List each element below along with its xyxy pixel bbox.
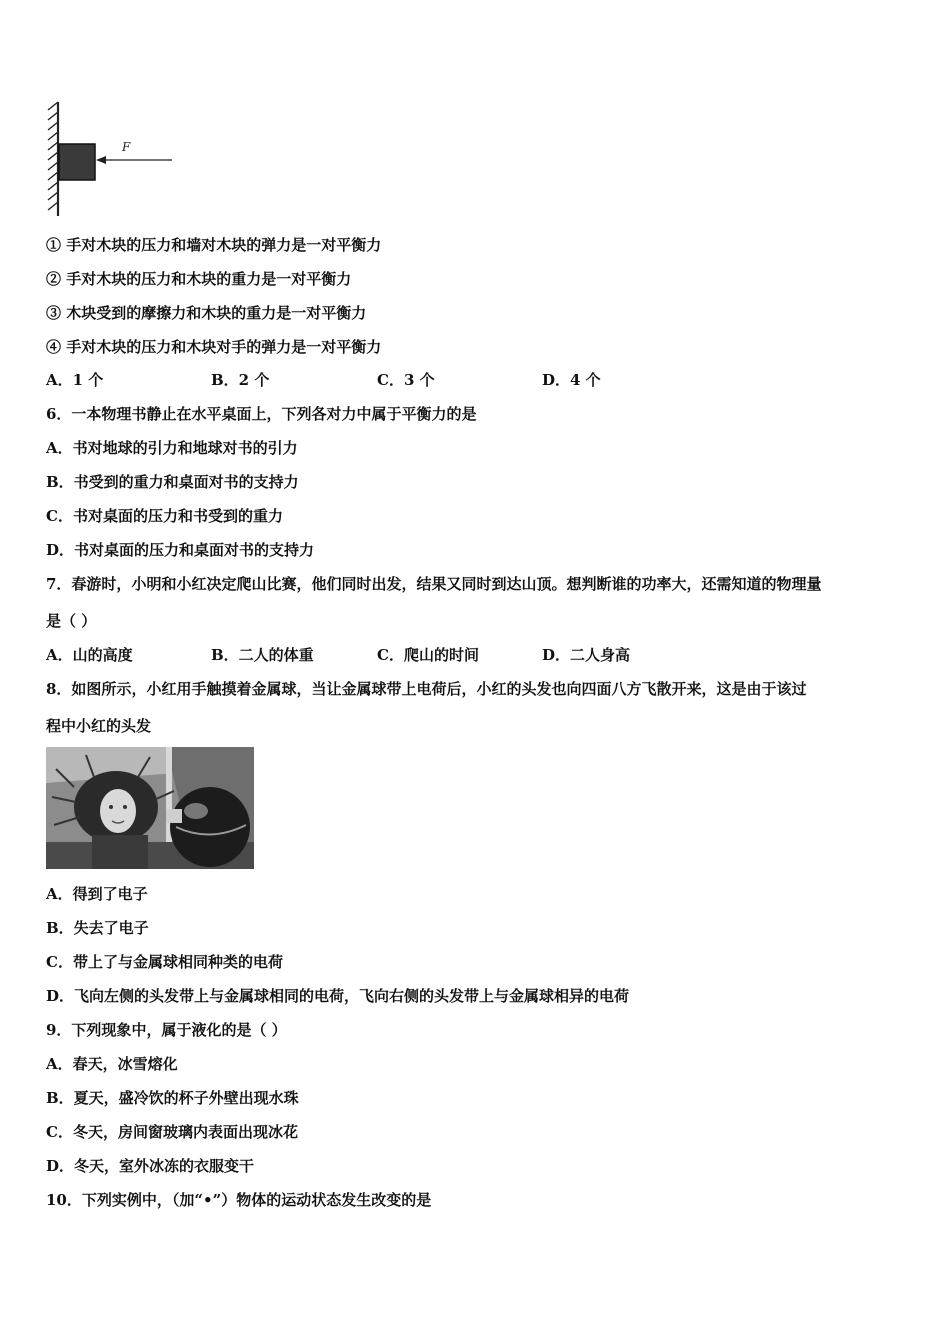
q9-option-a[interactable]: A．春天，冰雪熔化 xyxy=(46,1055,178,1073)
force-arrow-head xyxy=(96,156,106,164)
q8-option-d[interactable]: D．飞向左侧的头发带上与金属球相同的电荷，飞向右侧的头发带上与金属球相异的电荷 xyxy=(46,987,630,1005)
q8-option-a[interactable]: A．得到了电子 xyxy=(46,885,148,903)
force-label: F xyxy=(122,140,131,154)
q6-stem: 6．一本物理书静止在水平桌面上，下列各对力中属于平衡力的是 xyxy=(46,405,477,423)
q5-statement-3: ③ 木块受到的摩擦力和木块的重力是一对平衡力 xyxy=(46,304,367,322)
q7-stem-line1: 7．春游时，小明和小红决定爬山比赛，他们同时出发，结果又同时到达山顶。想判断谁的功率大，还需知道的物理量 xyxy=(46,575,822,593)
wooden-block xyxy=(59,144,95,180)
q5-option-a[interactable]: A．1 个 xyxy=(46,371,104,389)
q6-option-d[interactable]: D．书对桌面的压力和桌面对书的支持力 xyxy=(46,541,315,559)
q8-option-b[interactable]: B．失去了电子 xyxy=(46,919,149,937)
q9-option-c[interactable]: C．冬天，房间窗玻璃内表面出现冰花 xyxy=(46,1123,298,1141)
q9-stem: 9．下列现象中，属于液化的是（ ） xyxy=(46,1021,287,1039)
girl-metal-sphere-photo xyxy=(46,747,254,869)
q9-option-d[interactable]: D．冬天，室外冰冻的衣服变干 xyxy=(46,1157,255,1175)
q5-statement-4: ④ 手对木块的压力和木块对手的弹力是一对平衡力 xyxy=(46,338,382,356)
q7-option-a[interactable]: A．山的高度 xyxy=(46,646,133,664)
wall-hatching xyxy=(48,102,58,216)
q6-option-b[interactable]: B．书受到的重力和桌面对书的支持力 xyxy=(46,473,299,491)
q6-option-a[interactable]: A．书对地球的引力和地球对书的引力 xyxy=(46,439,298,457)
q7-option-d[interactable]: D．二人身高 xyxy=(542,646,631,664)
q5-option-c[interactable]: C．3 个 xyxy=(377,371,435,389)
q7-stem-line2: 是（ ） xyxy=(46,612,97,630)
q7-option-b[interactable]: B．二人的体重 xyxy=(211,646,314,664)
q8-option-c[interactable]: C．带上了与金属球相同种类的电荷 xyxy=(46,953,283,971)
q5-option-d[interactable]: D．4 个 xyxy=(542,371,601,389)
q9-option-b[interactable]: B．夏天，盛冷饮的杯子外壁出现水珠 xyxy=(46,1089,299,1107)
wall-block-force-figure xyxy=(44,100,179,218)
q8-stem-line2: 程中小红的头发 xyxy=(46,717,152,735)
q10-stem: 10．下列实例中，（加“•”）物体的运动状态发生改变的是 xyxy=(46,1191,432,1209)
q8-stem-line1: 8．如图所示，小红用手触摸着金属球，当让金属球带上电荷后，小红的头发也向四面八方飞散开来，这是由于该过 xyxy=(46,680,807,698)
q5-statement-2: ② 手对木块的压力和木块的重力是一对平衡力 xyxy=(46,270,352,288)
q5-option-b[interactable]: B．2 个 xyxy=(211,371,270,389)
q5-statement-1: ① 手对木块的压力和墙对木块的弹力是一对平衡力 xyxy=(46,236,382,254)
q7-option-c[interactable]: C．爬山的时间 xyxy=(377,646,479,664)
q6-option-c[interactable]: C．书对桌面的压力和书受到的重力 xyxy=(46,507,283,525)
